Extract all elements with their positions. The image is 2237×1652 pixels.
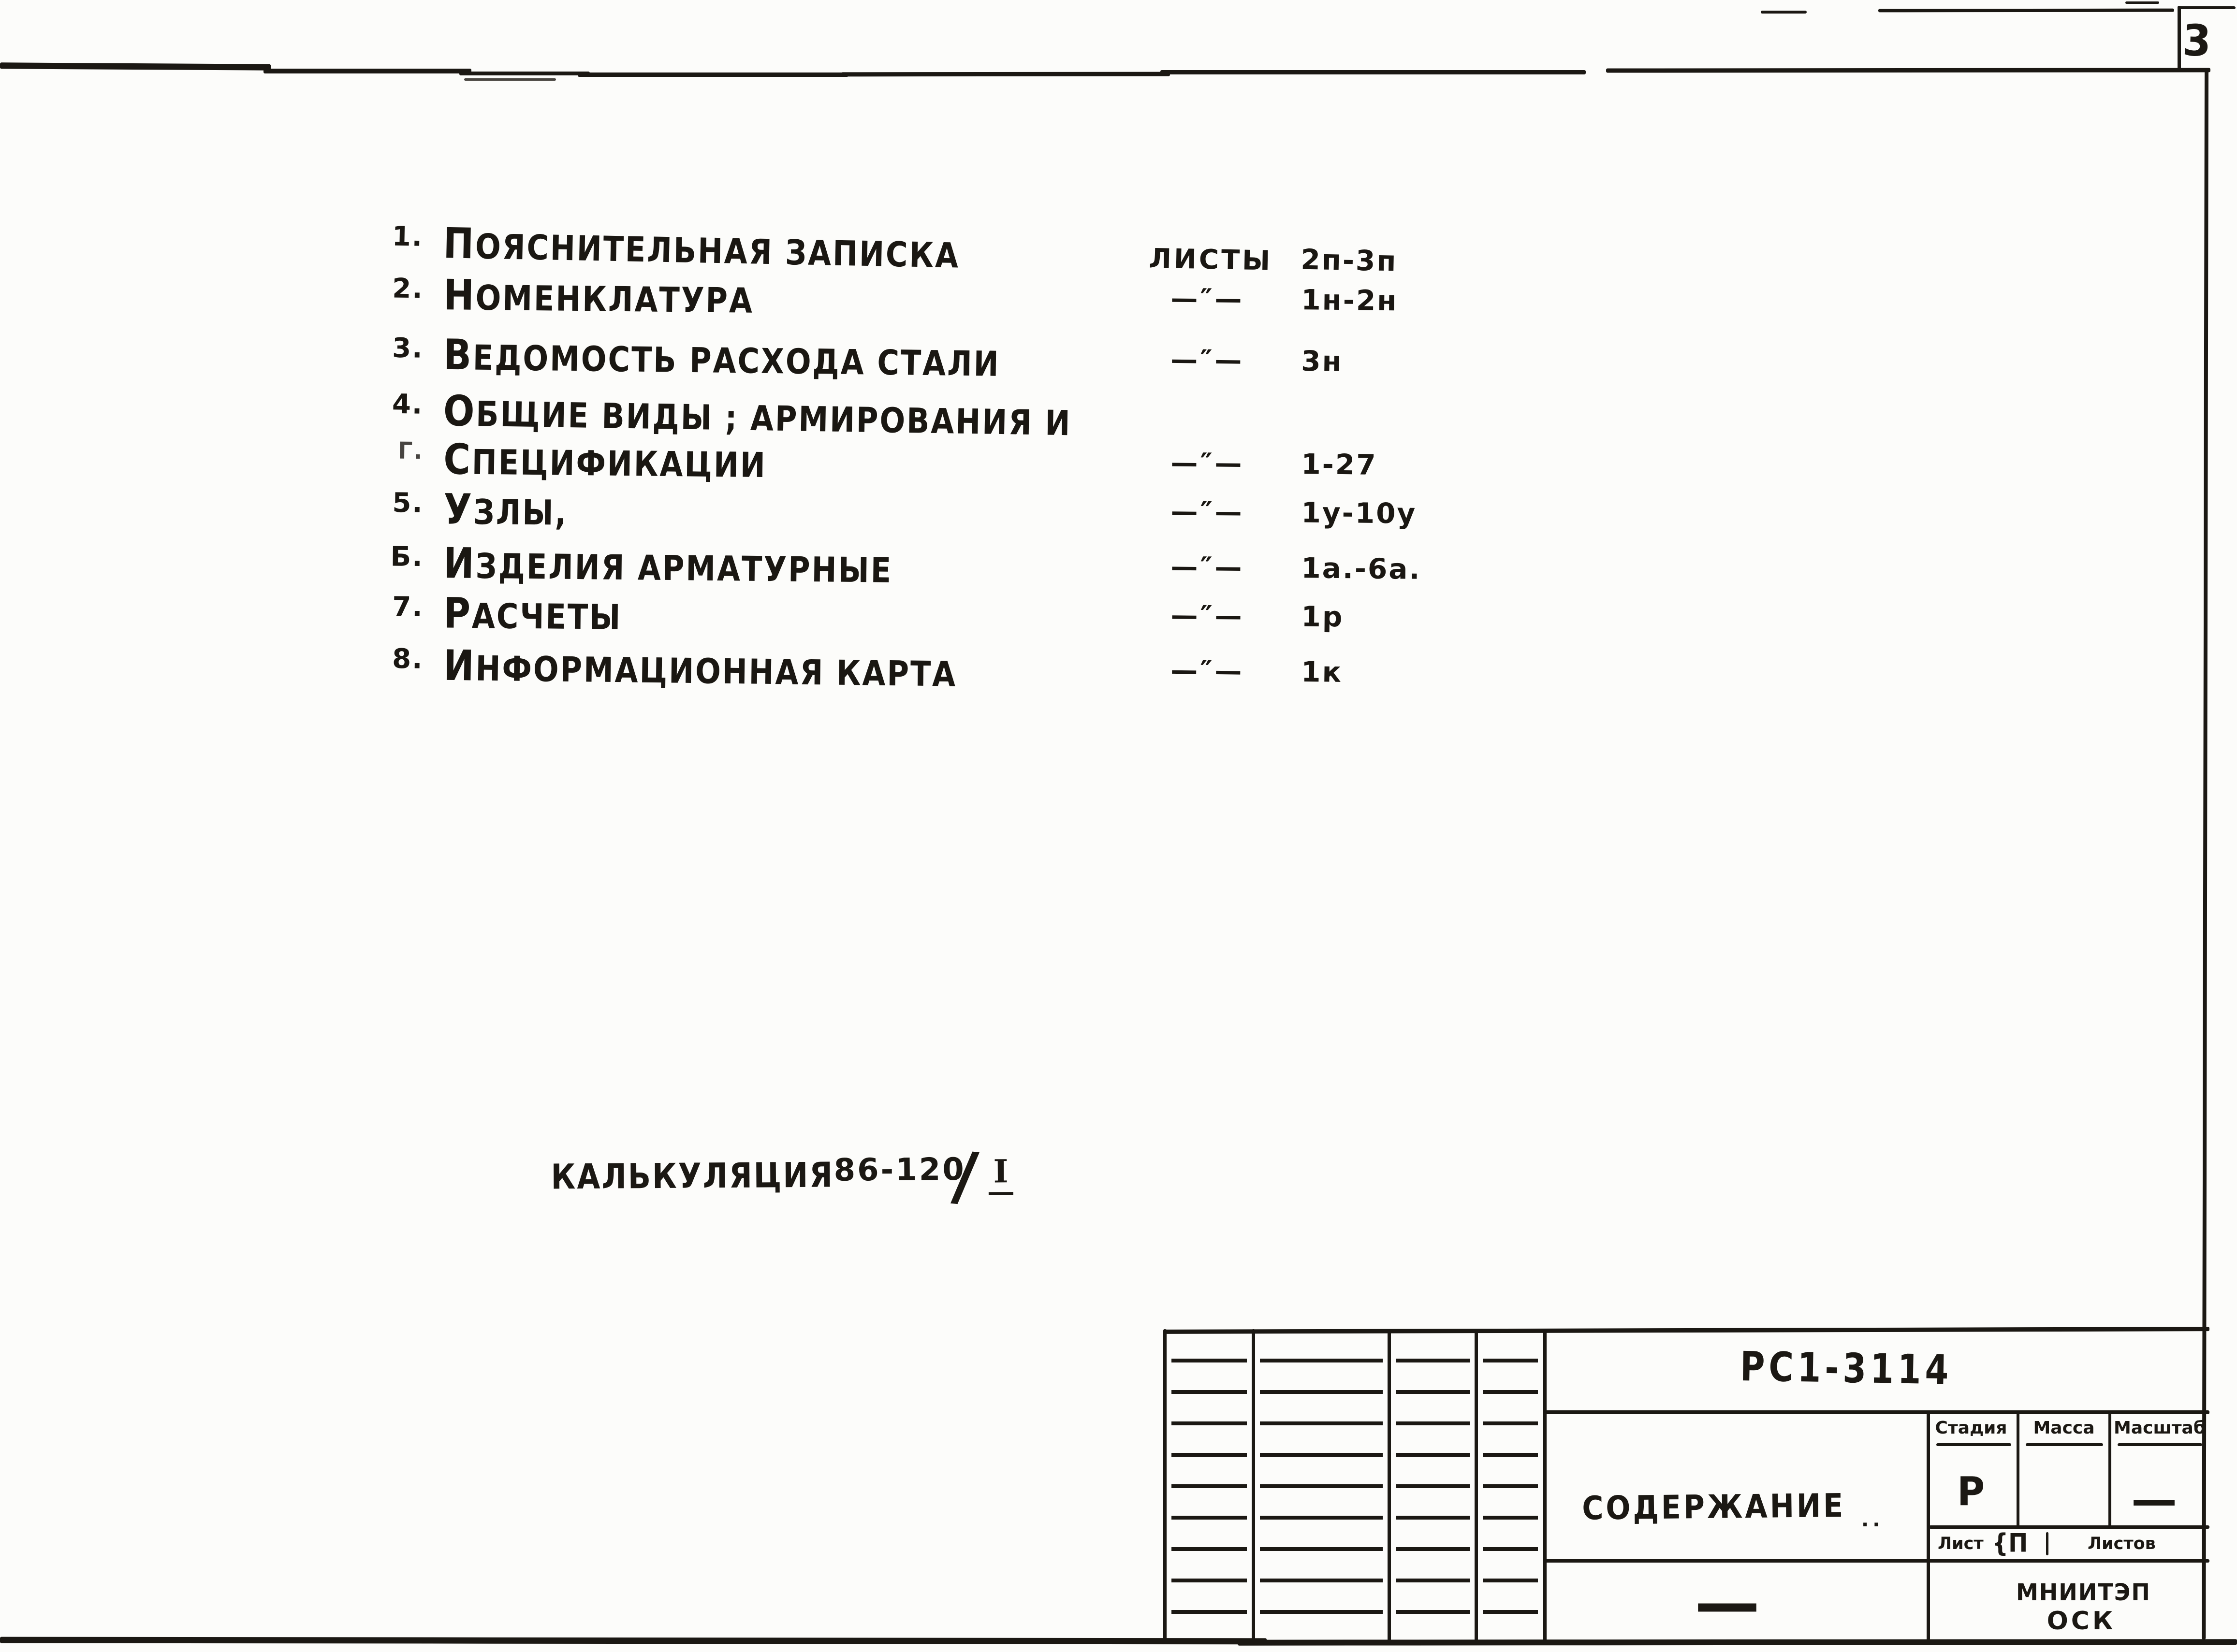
revision-grid-vline — [1543, 1329, 1547, 1641]
top-border-segment — [841, 72, 1170, 77]
revision-grid-column — [1391, 1331, 1475, 1639]
sheet-number-box-top — [2178, 6, 2236, 9]
sheet-range: 2п-3п — [1300, 243, 1398, 278]
sheet-range: 1у-10у — [1301, 496, 1417, 530]
title-block-hline — [1545, 1559, 2209, 1563]
sheet-number: 3 — [2181, 15, 2212, 67]
bottom-border-segment — [0, 1637, 1267, 1645]
list-item-title: ОБЩИЕ ВИДЫ ; АРМИРОВАНИЯ И — [443, 386, 1072, 444]
ditto-mark: —″— — [1170, 654, 1244, 687]
calculation-slash: / — [950, 1137, 981, 1215]
revision-grid-vline — [1475, 1329, 1478, 1641]
top-border-segment — [459, 72, 590, 75]
top-border-segment — [578, 72, 848, 77]
top-border-segment — [1606, 68, 2210, 72]
sheet-range: 1а.-6а. — [1301, 551, 1421, 586]
title-suffix-dots: .. — [1861, 1509, 1884, 1531]
list-item-title: СПЕЦИФИКАЦИИ — [443, 435, 767, 486]
document-code: РС1-3114 — [1740, 1343, 1953, 1394]
revision-grid-vline — [1163, 1329, 1167, 1641]
ditto-mark: —″— — [1170, 283, 1244, 315]
sheets-word: ЛИСТЫ — [1148, 243, 1273, 277]
list-item-number: 7. — [392, 591, 424, 623]
sheet-range: 3н — [1301, 344, 1344, 378]
sheet-cell-tick — [2046, 1532, 2048, 1555]
top-border-segment — [263, 69, 471, 73]
revision-grid-column — [1255, 1331, 1388, 1639]
sheet-number-box-dash — [1878, 9, 2174, 13]
calculation-label: КАЛЬКУЛЯЦИЯ — [551, 1154, 834, 1197]
list-item-title: ПОЯСНИТЕЛЬНАЯ ЗАПИСКА — [442, 218, 960, 276]
ditto-mark: —″— — [1170, 344, 1244, 377]
sheet-value: {П — [1992, 1528, 2028, 1558]
revision-grid-column — [1167, 1331, 1252, 1639]
title-block-title: СОДЕРЖАНИЕ — [1582, 1487, 1846, 1528]
mass-header: Масса — [2033, 1418, 2095, 1438]
list-item-number: 4. — [392, 388, 424, 420]
organization-name: МНИИТЭП — [2016, 1579, 2151, 1606]
left-cell-dash: — — [1695, 1565, 1760, 1641]
list-item-number: 5. — [392, 487, 424, 519]
ditto-mark — [1150, 402, 1266, 404]
sheet-number-box-left — [2178, 6, 2181, 70]
list-item-number: Г. — [397, 437, 424, 465]
scale-header: Масштаб — [2114, 1418, 2206, 1438]
list-item-number: Б. — [390, 541, 424, 573]
sheets-count-label: Листов — [2088, 1534, 2156, 1553]
stage-header-underline — [1936, 1443, 2011, 1446]
sheet-number-box-dash — [1761, 11, 1807, 14]
scale-value-dash: — — [2131, 1473, 2177, 1526]
calculation-roman-numeral: I — [988, 1152, 1013, 1195]
list-item-title: УЗЛЫ, — [443, 485, 568, 534]
list-item-title: ИЗДЕЛИЯ АРМАТУРНЫЕ — [443, 538, 893, 591]
ditto-mark: —″— — [1170, 551, 1244, 583]
sheet-number-box-tick — [2125, 1, 2159, 4]
list-item-title: ВЕДОМОСТЬ РАСХОДА СТАЛИ — [443, 330, 1001, 385]
revision-grid-vline — [1388, 1329, 1391, 1641]
right-border — [2202, 71, 2208, 1639]
calculation-number: 86-120 — [833, 1151, 966, 1188]
top-border-segment — [464, 78, 556, 81]
stage-header: Стадия — [1935, 1418, 2007, 1438]
list-item-number: 8. — [392, 643, 424, 675]
ditto-mark: —″— — [1170, 447, 1244, 479]
ditto-mark: —″— — [1170, 600, 1244, 632]
list-item-number: 3. — [392, 332, 424, 364]
list-item-number: 1. — [392, 220, 424, 253]
organization-dept: ОСК — [2047, 1607, 2116, 1636]
sheet-range: 1-27 — [1301, 448, 1377, 481]
list-item-title: НОМЕНКЛАТУРА — [443, 270, 754, 321]
list-item-title: РАСЧЕТЫ — [443, 589, 622, 638]
sheet-range: 1р — [1301, 600, 1344, 634]
stage-header-underline — [2118, 1443, 2202, 1446]
sheet-range: 1к — [1301, 655, 1343, 689]
revision-grid-vline — [1252, 1329, 1255, 1641]
list-item-title: ИНФОРМАЦИОННАЯ КАРТА — [443, 641, 957, 695]
stage-header-underline — [2026, 1443, 2103, 1446]
top-border-segment — [1160, 70, 1586, 74]
sheet-label: Лист — [1938, 1534, 1984, 1553]
revision-grid-column — [1478, 1331, 1543, 1639]
calculation-note — [551, 1137, 1083, 1251]
list-item — [0, 636, 1692, 705]
sheet-range: 1н-2н — [1301, 283, 1398, 318]
stage-value: Р — [1957, 1469, 1985, 1515]
ditto-mark: —″— — [1170, 496, 1244, 528]
list-item-number: 2. — [392, 273, 424, 305]
top-border-segment — [0, 62, 271, 70]
